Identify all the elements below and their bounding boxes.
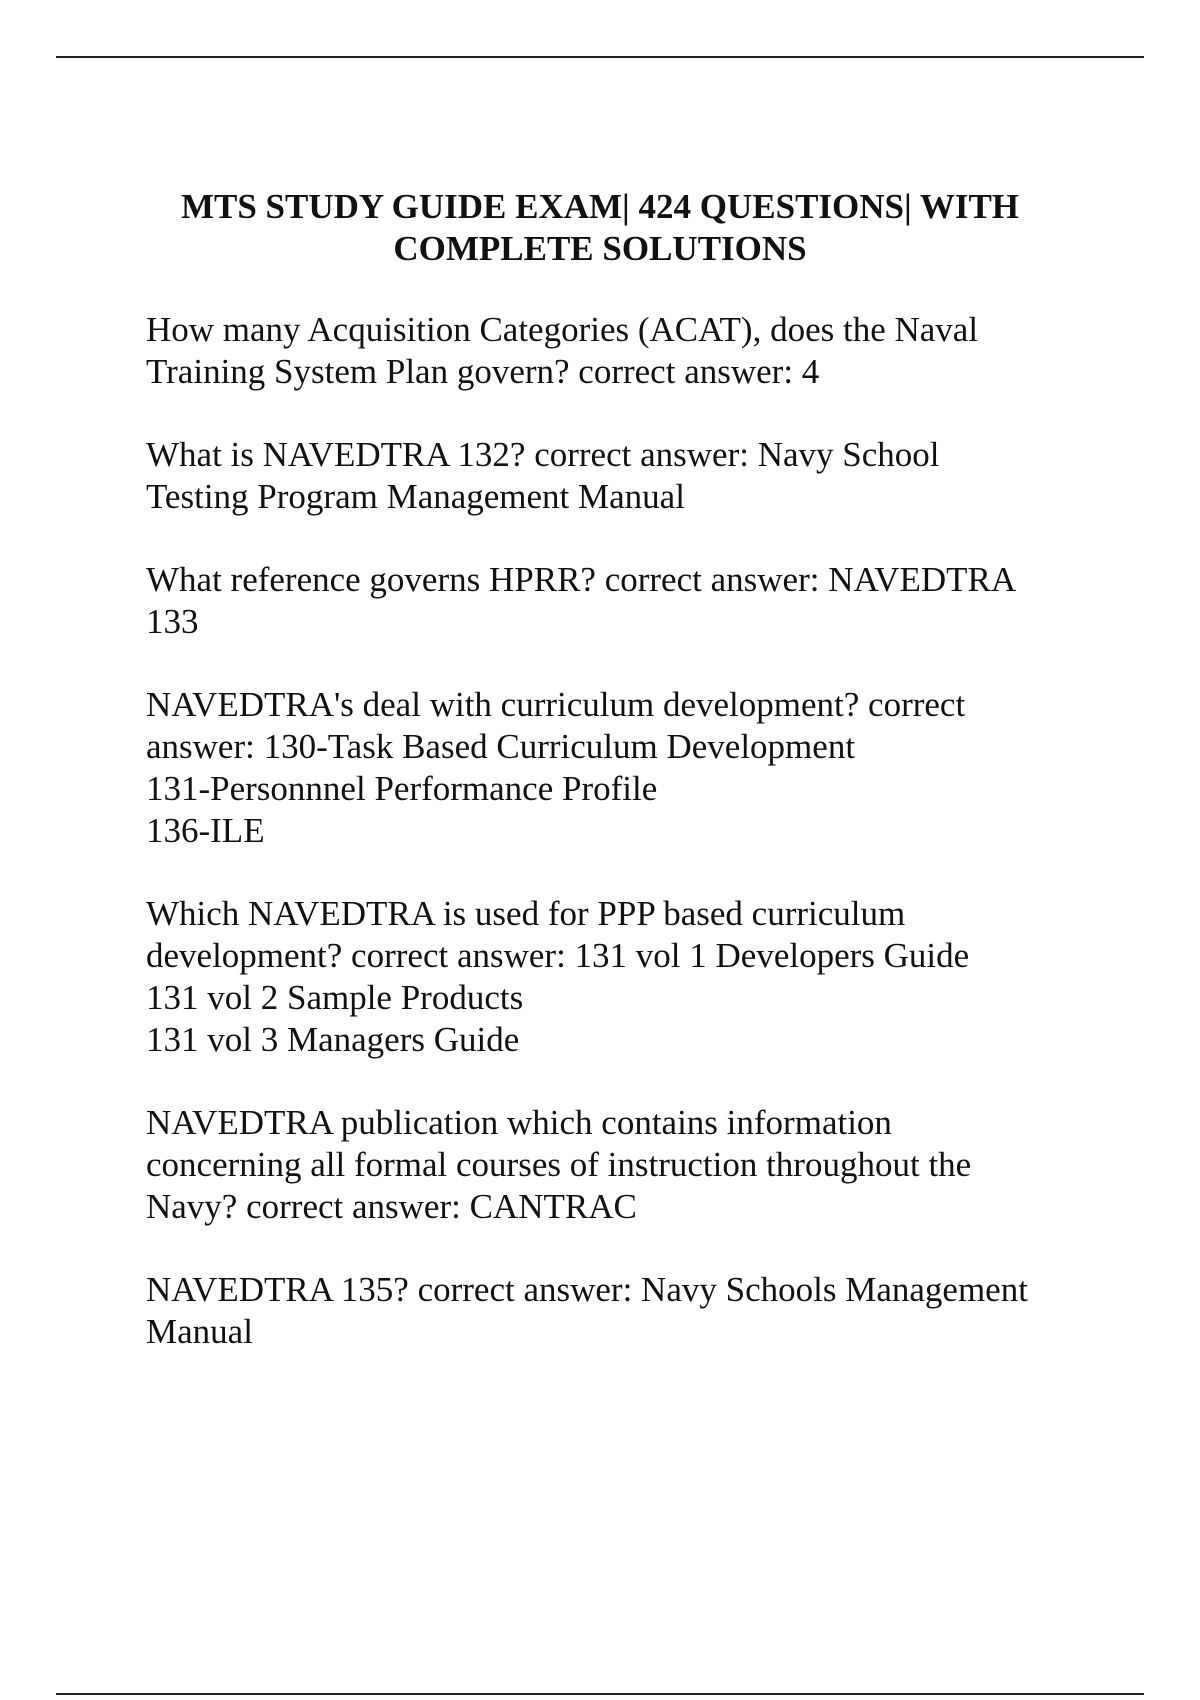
qa-line: Testing Program Management Manual (146, 477, 685, 516)
qa-item (146, 434, 1106, 518)
qa-line: 133 (146, 602, 199, 641)
title-line-2: COMPLETE SOLUTIONS (393, 229, 807, 268)
bottom-divider (56, 1693, 1144, 1695)
qa-item (146, 1269, 1106, 1353)
qa-line: Which NAVEDTRA is used for PPP based curriculum (146, 894, 906, 933)
qa-item (146, 893, 1106, 1061)
qa-line: 131 vol 3 Managers Guide (146, 1020, 520, 1059)
qa-line: NAVEDTRA's deal with curriculum development? correct (146, 685, 966, 724)
qa-line: What reference governs HPRR? correct answer: NAVEDTRA (146, 560, 1017, 599)
question-answer-list (146, 309, 1106, 1394)
qa-line: Navy? correct answer: CANTRAC (146, 1187, 637, 1226)
qa-line: 131-Personnnel Performance Profile (146, 769, 658, 808)
qa-item (146, 309, 1106, 393)
qa-line: What is NAVEDTRA 132? correct answer: Navy School (146, 435, 940, 474)
qa-line: answer: 130-Task Based Curriculum Development (146, 727, 856, 766)
qa-line: 136-ILE (146, 811, 265, 850)
qa-line: NAVEDTRA 135? correct answer: Navy Schools Management (146, 1270, 1028, 1309)
qa-item (146, 1102, 1106, 1228)
qa-item (146, 559, 1106, 643)
page-title (120, 186, 1080, 270)
qa-line: Training System Plan govern? correct answer: 4 (146, 352, 820, 391)
qa-line: 131 vol 2 Sample Products (146, 978, 524, 1017)
qa-line: development? correct answer: 131 vol 1 Developers Guide (146, 936, 970, 975)
qa-line: Manual (146, 1312, 253, 1351)
title-line-1: MTS STUDY GUIDE EXAM| 424 QUESTIONS| WITH (180, 187, 1020, 226)
qa-line: concerning all formal courses of instruction throughout the (146, 1145, 972, 1184)
qa-item (146, 684, 1106, 852)
qa-line: How many Acquisition Categories (ACAT), does the Naval (146, 310, 979, 349)
qa-line: NAVEDTRA publication which contains information (146, 1103, 892, 1142)
top-divider (56, 56, 1144, 58)
